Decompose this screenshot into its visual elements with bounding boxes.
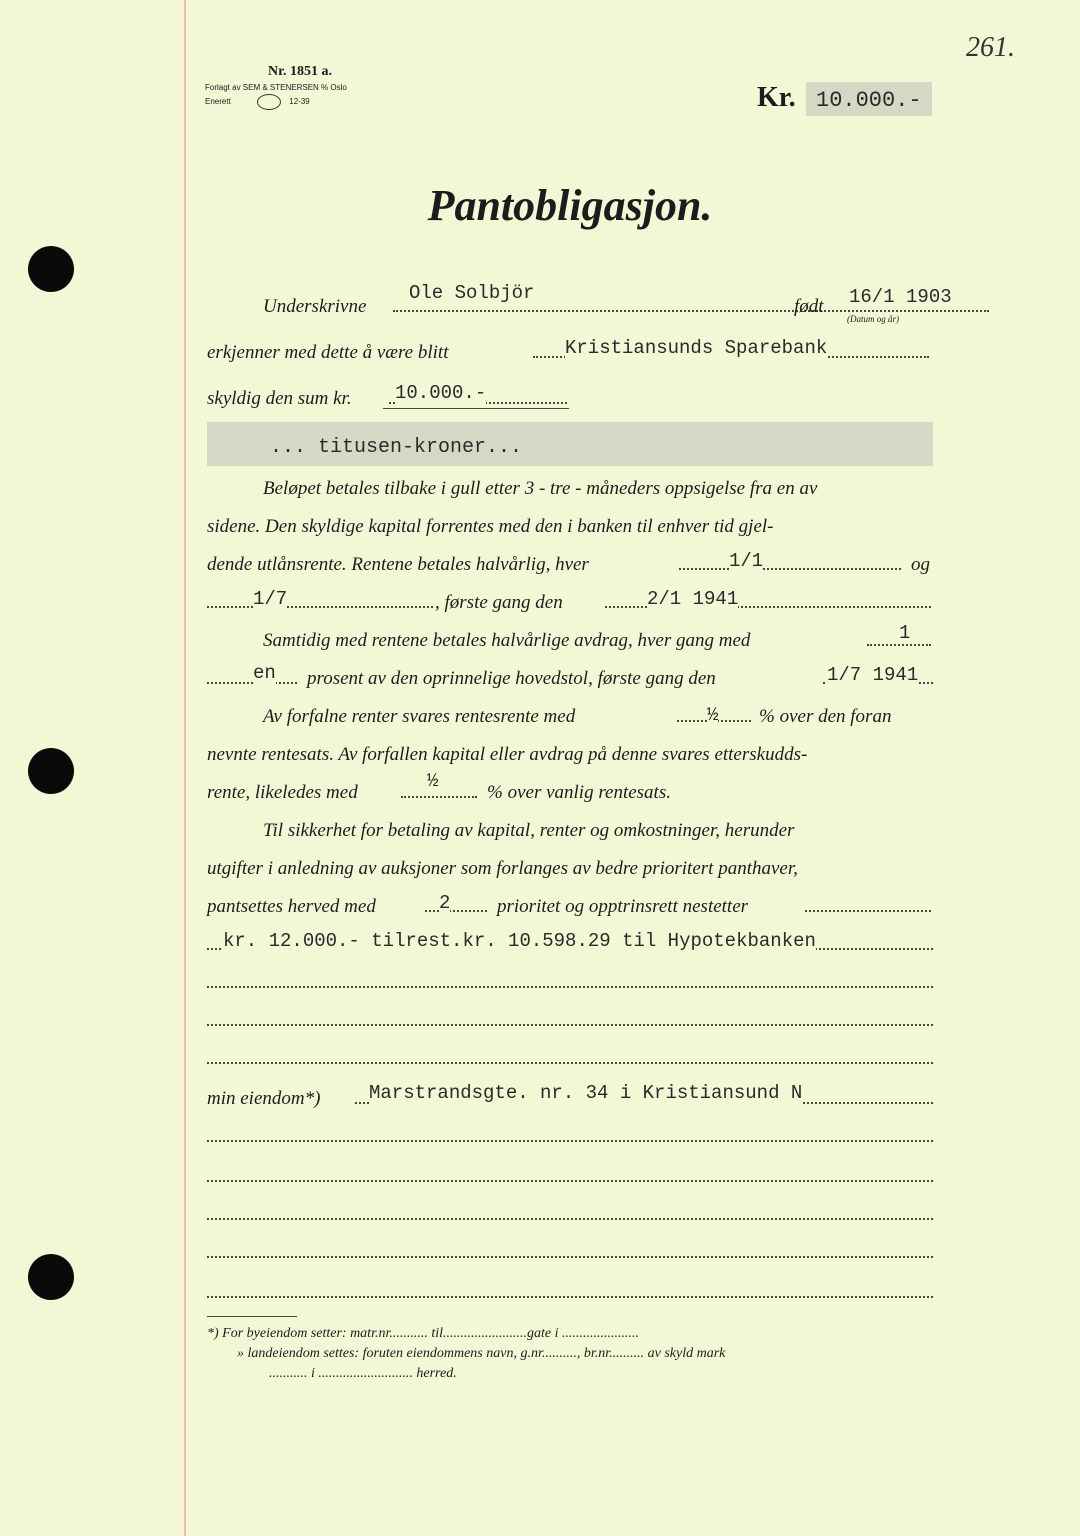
born-date-note: (Datum og år) [847, 314, 899, 324]
debtor-name: Ole Solbjör [409, 282, 535, 304]
and-word: og [911, 554, 930, 575]
para1-line2: sidene. Den skyldige kapital forrentes med den i banken til enhver tid gjel- [207, 516, 774, 537]
para2-line2: prosent av den oprinnelige hovedstol, første gang den [307, 668, 716, 689]
first-interest-date: 2/1 1941 [647, 588, 739, 610]
punch-hole-bottom [28, 1254, 74, 1300]
form-date: 12-39 [289, 97, 310, 107]
overdue-capital-rate: ½ [427, 770, 439, 792]
sum-in-words: ... titusen-kroner... [270, 436, 523, 459]
para1-line4: , første gang den [435, 592, 563, 613]
document-title: Pantobligasjon. [427, 181, 713, 230]
interest-date-1: 1/1 [729, 550, 764, 572]
para3-line2: nevnte rentesats. Av forfallen kapital eller avdrag på denne svares etterskudds- [207, 744, 808, 765]
born-label: født [794, 296, 824, 317]
form-publisher: Forlagt av SEM & STENERSEN % Oslo [205, 83, 347, 92]
para1-line1: Beløpet betales tilbake i gull etter 3 - tre - måneders oppsigelse fra en av [263, 478, 818, 499]
owed-sum-label: skyldig den sum kr. [207, 388, 352, 409]
para1-line3: dende utlånsrente. Rentene betales halvårlig, hver [207, 554, 589, 575]
footnote [207, 1326, 933, 1382]
footnote-line2: » landeiendom settes: foruten eiendommens navn, g.nr.........., br.nr.......... av skyld mark [237, 1346, 726, 1361]
para4-line3: pantsettes herved med [207, 896, 376, 917]
interest-date-2: 1/7 [253, 588, 288, 610]
first-installment-date: 1/7 1941 [827, 664, 919, 686]
footnote-line1: *) For byeiendom setter: matr.nr........... til........................gate i ...................... [207, 1326, 640, 1341]
amount-header-value: 10.000.- [816, 88, 922, 113]
para2-line1: Samtidig med rentene betales halvårlige avdrag, hver gang med [263, 630, 751, 651]
publisher-logo [257, 94, 281, 110]
installment-percent: en [253, 662, 276, 684]
para4-line3-end: prioritet og opptrinsrett nestetter [497, 896, 749, 917]
para4-line2: utgifter i anledning av auksjoner som forlanges av bedre prioritert panthaver, [207, 858, 798, 879]
property-label: min eiendom*) [207, 1088, 321, 1109]
para4-line1: Til sikkerhet for betaling av kapital, renter og omkostninger, herunder [263, 820, 795, 841]
prior-encumbrance: kr. 12.000.- tilrest.kr. 10.598.29 til Hypotekbanken [223, 930, 816, 952]
undersigned-label: Underskrivne [263, 296, 367, 317]
para3-line1: Av forfalne renter svares rentesrente med [263, 706, 576, 727]
installment-count: 1 [899, 622, 911, 644]
page-number: 261. [966, 32, 1015, 63]
footnote-line3: ........... i ........................... herred. [269, 1366, 457, 1381]
acknowledge-label: erkjenner med dette å være blitt [207, 342, 449, 363]
para3-line3: rente, likeledes med [207, 782, 358, 803]
creditor-name: Kristiansunds Sparebank [565, 337, 828, 359]
owed-sum-value: 10.000.- [395, 382, 487, 404]
property-value: Marstrandsgte. nr. 34 i Kristiansund N [369, 1082, 803, 1104]
footnote-rule [207, 1316, 297, 1317]
priority-rank: 2 [439, 892, 451, 914]
punch-hole-middle [28, 748, 74, 794]
para3-line1-end: % over den foran [759, 706, 892, 727]
overdue-interest-rate: ½ [707, 704, 719, 726]
form-imprint [205, 64, 395, 110]
amount-header-label: Kr. [757, 82, 796, 113]
punch-hole-top [28, 246, 74, 292]
form-number: Nr. 1851 a. [267, 64, 333, 79]
form-rights: Enerett [205, 97, 231, 107]
para3-line3-end: % over vanlig rentesats. [487, 782, 671, 803]
born-date: 16/1 1903 [849, 286, 952, 308]
